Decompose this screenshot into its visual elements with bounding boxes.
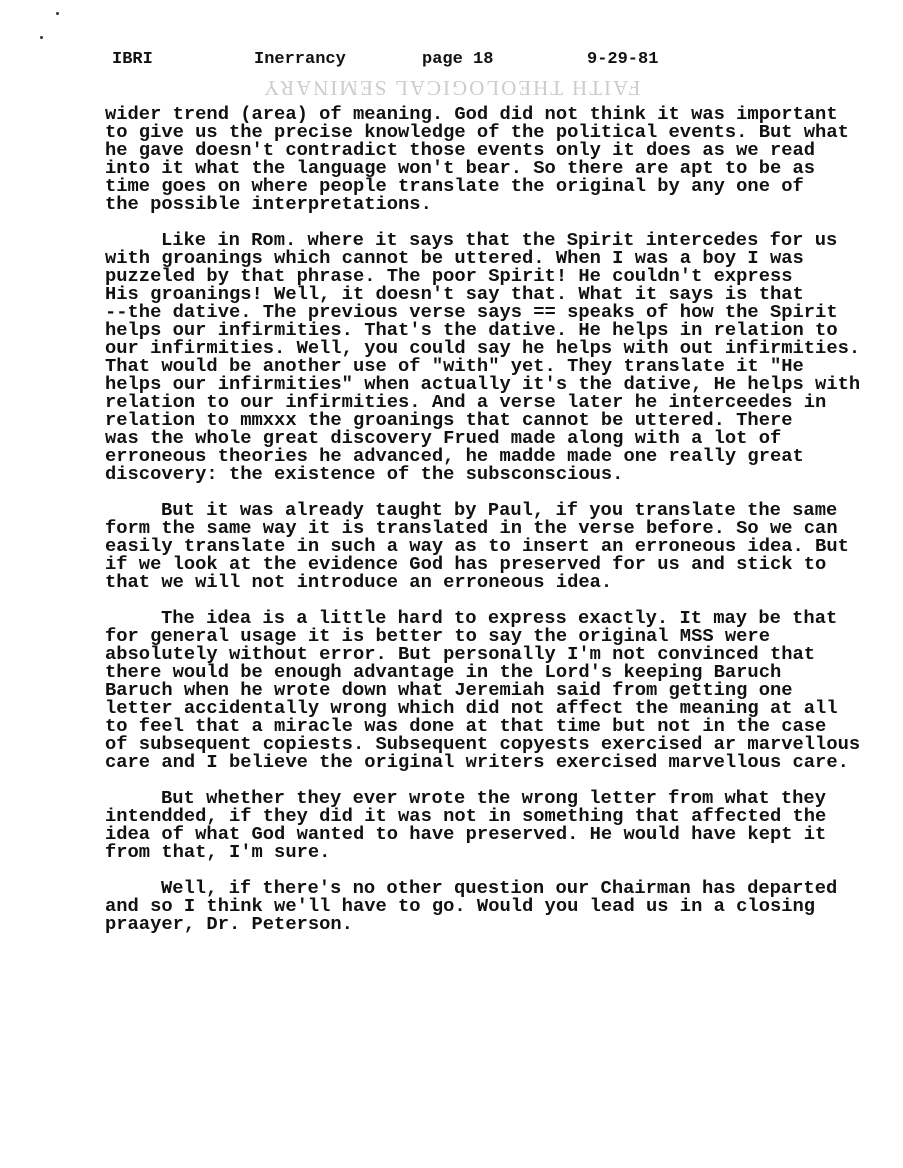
paragraph	[105, 105, 849, 213]
text-line: But it was already taught by Paul, if you translate the same	[161, 499, 838, 521]
seminary-stamp: FAITH THEOLOGICAL SEMINARY	[262, 76, 641, 100]
text-line: That would be another use of "with" yet. They translate it "He	[105, 355, 804, 377]
header-date: 9-29-81	[587, 50, 659, 69]
text-line: letter accidentally wrong which did not affect the meaning at all	[105, 697, 838, 719]
text-line: helps our infirmities. That's the dative. He helps in relation to	[105, 319, 838, 341]
text-line: relation to our infirmities. And a verse later he interceedes in	[105, 391, 827, 413]
text-line: wider trend (area) of meaning. God did not think it was important	[105, 103, 838, 125]
text-line: Baruch when he wrote down what Jeremiah said from getting one	[105, 679, 793, 701]
text-line: praayer, Dr. Peterson.	[105, 913, 353, 935]
header-org: IBRI	[112, 50, 153, 69]
text-line: helps our infirmities" when actually it's the dative, He helps with	[105, 373, 861, 395]
text-line: puzzeled by that phrase. The poor Spirit! He couldn't express	[105, 265, 793, 287]
text-line: --the dative. The previous verse says == speaks of how the Spirit	[105, 301, 838, 323]
paragraph	[105, 609, 860, 771]
text-line: idea of what God wanted to have preserved. He would have kept it	[105, 823, 827, 845]
paragraph	[105, 789, 826, 861]
speck	[40, 36, 43, 39]
text-line: absolutely without error. But personally I'm not convinced that	[105, 643, 816, 665]
text-line: His groanings! Well, it doesn't say that. What it says is that	[105, 283, 804, 305]
text-line: relation to mmxxx the groanings that cannot be uttered. There	[105, 409, 793, 431]
text-line: The idea is a little hard to express exactly. It may be that	[161, 607, 838, 629]
text-line: the possible interpretations.	[105, 193, 432, 215]
text-line: erroneous theories he advanced, he madde made one really great	[105, 445, 804, 467]
text-line: But whether they ever wrote the wrong letter from what they	[161, 787, 826, 809]
text-line: intendded, if they did it was not in something that affected the	[105, 805, 827, 827]
header-page: page 18	[422, 50, 494, 69]
text-line: if we look at the evidence God has preserved for us and stick to	[105, 553, 827, 575]
text-line: our infirmities. Well, you could say he helps with out infirmities.	[105, 337, 861, 359]
text-line: Like in Rom. where it says that the Spirit intercedes for us	[161, 229, 838, 251]
header-title: Inerrancy	[254, 50, 346, 69]
text-line: was the whole great discovery Frued made along with a lot of	[105, 427, 782, 449]
text-line: care and I believe the original writers exercised marvellous care.	[105, 751, 849, 773]
text-line: Well, if there's no other question our Chairman has departed	[161, 877, 838, 899]
text-line: with groanings which cannot be uttered. When I was a boy I was	[105, 247, 804, 269]
text-line: there would be enough advantage in the Lord's keeping Baruch	[105, 661, 782, 683]
speck	[56, 12, 59, 15]
text-line: he gave doesn't contradict those events only it does as we read	[105, 139, 816, 161]
text-line: to feel that a miracle was done at that time but not in the case	[105, 715, 827, 737]
text-line: easily translate in such a way as to insert an erroneous idea. But	[105, 535, 849, 557]
text-line: that we will not introduce an erroneous idea.	[105, 571, 613, 593]
text-line: discovery: the existence of the subsconscious.	[105, 463, 624, 485]
text-line: time goes on where people translate the original by any one of	[105, 175, 804, 197]
text-line: and so I think we'll have to go. Would you lead us in a closing	[105, 895, 816, 917]
paragraph	[105, 501, 849, 591]
text-line: into it what the language won't bear. So there are apt to be as	[105, 157, 816, 179]
text-line: for general usage it is better to say the original MSS were	[105, 625, 770, 647]
text-line: form the same way it is translated in the verse before. So we can	[105, 517, 838, 539]
text-line: to give us the precise knowledge of the political events. But what	[105, 121, 849, 143]
paragraph	[105, 231, 860, 483]
text-line: from that, I'm sure.	[105, 841, 331, 863]
text-line: of subsequent copiests. Subsequent copyests exercised ar marvellous	[105, 733, 861, 755]
paragraph	[105, 879, 837, 933]
